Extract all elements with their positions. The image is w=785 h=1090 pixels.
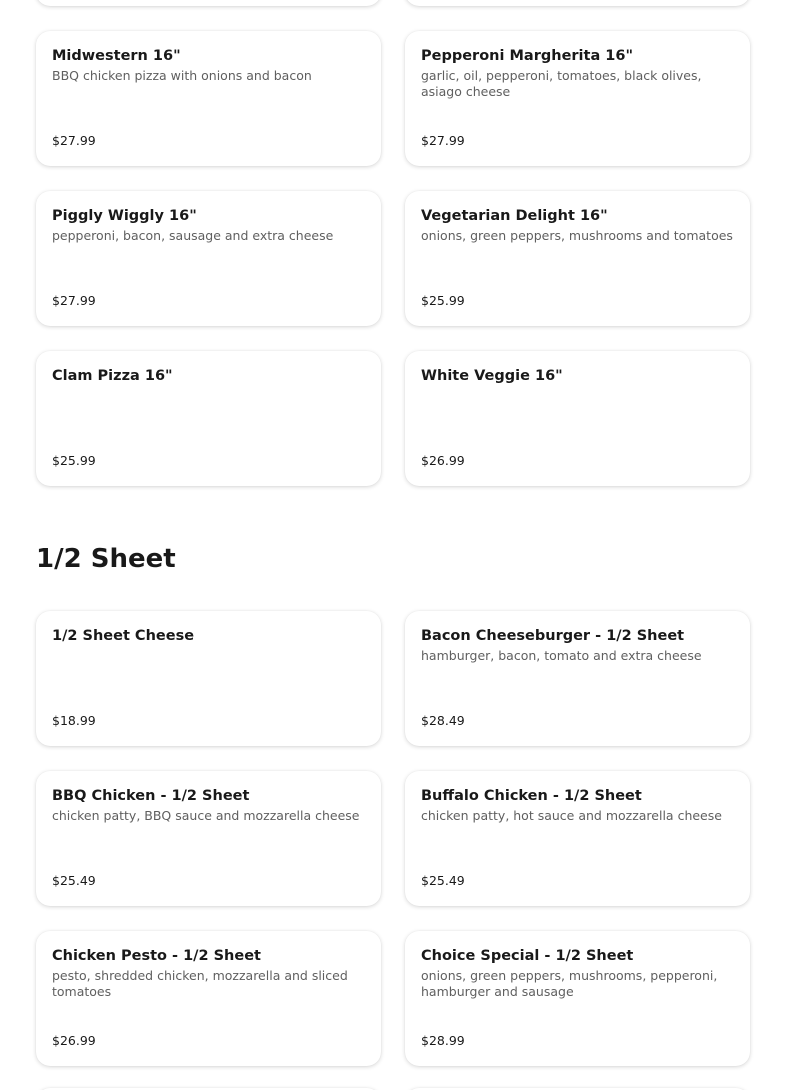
- menu-item-price: $27.99: [52, 293, 96, 308]
- menu-item-pepperoni-margherita[interactable]: [405, 31, 750, 166]
- menu-item-description: onions, green peppers, mushrooms and tomatoes: [421, 228, 733, 243]
- menu-item-clam-pizza[interactable]: [36, 351, 381, 486]
- menu-item-description: onions, green peppers, mushrooms, pepperoni, hamburger and sausage: [421, 968, 718, 999]
- menu-item-name: Chicken Pesto - 1/2 Sheet: [52, 948, 261, 964]
- menu-item-price: $18.99: [52, 713, 96, 728]
- menu-item-name: Clam Pizza 16": [52, 368, 173, 384]
- menu-item-description: hamburger, bacon, tomato and extra cheese: [421, 648, 702, 663]
- menu-item-piggly-wiggly[interactable]: [36, 191, 381, 326]
- section-title: 1/2 Sheet: [36, 544, 176, 574]
- menu-item-description: chicken patty, BBQ sauce and mozzarella cheese: [52, 808, 360, 823]
- menu-item-description: chicken patty, hot sauce and mozzarella cheese: [421, 808, 722, 823]
- menu-item-price: $27.99: [421, 133, 465, 148]
- menu-item-card-partial[interactable]: [405, 0, 750, 6]
- menu-item-name: Vegetarian Delight 16": [421, 208, 608, 224]
- menu-item-price: $25.49: [52, 873, 96, 888]
- menu-item-description: garlic, oil, pepperoni, tomatoes, black olives, asiago cheese: [421, 68, 702, 99]
- menu-item-bbq-chicken[interactable]: [36, 771, 381, 906]
- menu-item-name: Pepperoni Margherita 16": [421, 48, 634, 64]
- menu-item-description: pesto, shredded chicken, mozzarella and sliced tomatoes: [52, 968, 348, 999]
- menu-item-price: $28.49: [421, 713, 465, 728]
- menu-item-price: $28.99: [421, 1033, 465, 1048]
- menu-item-name: Choice Special - 1/2 Sheet: [421, 948, 634, 964]
- menu-item-half-sheet-cheese[interactable]: [36, 611, 381, 746]
- menu-item-name: Midwestern 16": [52, 48, 181, 64]
- menu-item-bacon-cheeseburger[interactable]: [405, 611, 750, 746]
- menu-item-price: $27.99: [52, 133, 96, 148]
- menu-item-description: BBQ chicken pizza with onions and bacon: [52, 68, 312, 83]
- menu-item-name: BBQ Chicken - 1/2 Sheet: [52, 788, 250, 804]
- menu-item-name: White Veggie 16": [421, 368, 563, 384]
- menu-item-card-partial[interactable]: [36, 0, 381, 6]
- menu-item-vegetarian-delight[interactable]: [405, 191, 750, 326]
- menu-item-chicken-pesto[interactable]: [36, 931, 381, 1066]
- menu-item-price: $26.99: [52, 1033, 96, 1048]
- menu-item-buffalo-chicken[interactable]: [405, 771, 750, 906]
- menu-item-white-veggie[interactable]: [405, 351, 750, 486]
- menu-item-name: Bacon Cheeseburger - 1/2 Sheet: [421, 628, 685, 644]
- menu-item-midwestern[interactable]: [36, 31, 381, 166]
- menu-item-name: Piggly Wiggly 16": [52, 208, 197, 224]
- menu-item-description: pepperoni, bacon, sausage and extra cheese: [52, 228, 334, 243]
- menu-item-price: $26.99: [421, 453, 465, 468]
- menu-item-price: $25.49: [421, 873, 465, 888]
- menu-item-price: $25.99: [52, 453, 96, 468]
- menu-item-name: Buffalo Chicken - 1/2 Sheet: [421, 788, 642, 804]
- menu-item-price: $25.99: [421, 293, 465, 308]
- menu-item-name: 1/2 Sheet Cheese: [52, 628, 195, 644]
- menu-item-choice-special[interactable]: [405, 931, 750, 1066]
